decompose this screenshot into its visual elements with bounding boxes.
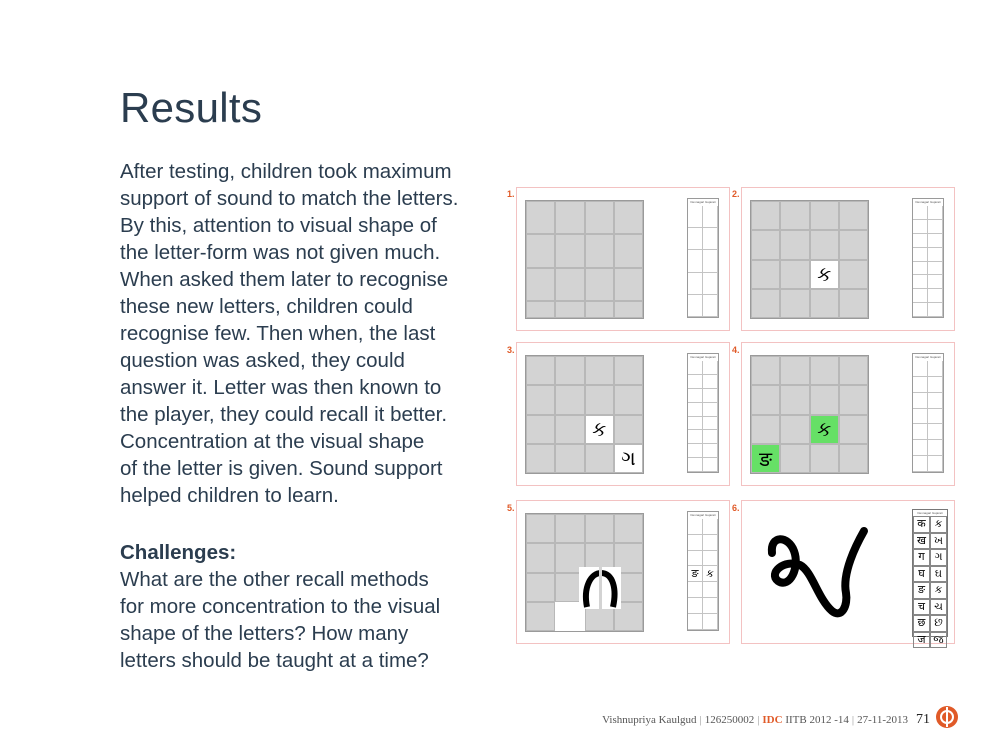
program-label: IITB 2012 -14	[785, 714, 849, 726]
challenges-line: for more concentration to the visual	[120, 595, 441, 618]
body-line: helped children to learn.	[120, 484, 339, 507]
chart-letter: ज	[913, 632, 930, 649]
game-screenshot-1	[516, 187, 730, 331]
author-name: Vishnupriya Kaulgud	[602, 714, 697, 726]
body-line: support of sound to match the letters.	[120, 187, 459, 210]
letter-chart	[687, 511, 719, 631]
chart-letter: ચ	[930, 599, 947, 616]
panel-number: 1.	[507, 189, 515, 199]
large-gujarati-letter-icon	[760, 515, 870, 625]
body-line: When asked them later to recognise	[120, 268, 449, 291]
chart-letter: च	[913, 599, 930, 616]
body-line: Concentration at the visual shape	[120, 430, 425, 453]
body-line: After testing, children took maximum	[120, 160, 452, 183]
chart-letter: ખ	[930, 533, 947, 550]
chart-letter: ક	[930, 582, 947, 599]
idc-label: IDC	[762, 714, 783, 726]
chart-letter: छ	[913, 615, 930, 632]
chart-letter: ङ	[913, 582, 930, 599]
chart-letter: છ	[930, 615, 947, 632]
letter-tile[interactable]: ક	[810, 415, 839, 444]
chart-letter: ક	[930, 516, 947, 533]
chart-label: Devnagari Gujarati	[917, 511, 943, 515]
challenges-section	[120, 539, 500, 674]
tile-grid	[525, 355, 644, 474]
chart-letter: ख	[913, 533, 930, 550]
letter-chart	[687, 353, 719, 473]
chart-letter: ગ	[930, 549, 947, 566]
game-screenshot-5	[516, 500, 730, 644]
chart-letter: જ	[930, 632, 947, 649]
footer: Vishnupriya Kaulgud | 126250002 | IDC IITB 2012 -14 | 27-11-2013 71	[602, 712, 930, 727]
tile-grid	[525, 200, 644, 319]
chart-letter: ઘ	[930, 566, 947, 583]
partial-glyph-icon	[579, 567, 621, 609]
letter-tile[interactable]: ક	[585, 415, 614, 444]
body-line: question was asked, they could	[120, 349, 405, 372]
body-line: By this, attention to visual shape of	[120, 214, 437, 237]
chart-label: Devnagari Gujarati	[690, 513, 716, 517]
body-line: answer it. Letter was then known to	[120, 376, 442, 399]
tile-grid	[750, 355, 869, 474]
challenges-line: letters should be taught at a time?	[120, 649, 429, 672]
idc-logo-icon	[935, 705, 959, 729]
challenges-line: shape of the letters? How many	[120, 622, 409, 645]
panel-number: 4.	[732, 345, 740, 355]
game-screenshot-6	[741, 500, 955, 644]
page-number: 71	[916, 712, 930, 727]
letter-tile[interactable]: ગ	[614, 444, 643, 473]
chart-letter: ક	[703, 566, 718, 582]
game-screenshot-2	[741, 187, 955, 331]
letter-tile[interactable]: ક	[810, 260, 839, 289]
body-line: these new letters, children could	[120, 295, 413, 318]
chart-label: Devnagari Gujarati	[690, 355, 716, 359]
chart-letter: ग	[913, 549, 930, 566]
letter-chart	[912, 509, 948, 646]
chart-label: Devnagari Gujarati	[690, 200, 716, 204]
body-line: recognise few. Then when, the last	[120, 322, 436, 345]
letter-chart	[912, 353, 944, 473]
game-screenshot-3	[516, 342, 730, 486]
tile-grid	[750, 200, 869, 319]
panel-number: 3.	[507, 345, 515, 355]
chart-letter: क	[913, 516, 930, 533]
letter-chart	[912, 198, 944, 318]
panel-number: 2.	[732, 189, 740, 199]
game-screenshot-4	[741, 342, 955, 486]
letter-chart	[687, 198, 719, 318]
results-paragraph	[120, 158, 500, 509]
page-title: Results	[120, 84, 263, 131]
chart-label: Devnagari Gujarati	[915, 200, 941, 204]
letter-tile[interactable]: ङ	[751, 444, 780, 473]
chart-letter: ङ	[688, 566, 703, 582]
panel-number: 5.	[507, 503, 515, 513]
challenges-line: What are the other recall methods	[120, 568, 429, 591]
panel-number: 6.	[732, 503, 740, 513]
body-line: the letter-form was not given much.	[120, 241, 441, 264]
roll-number: 126250002	[704, 714, 755, 726]
challenges-heading: Challenges:	[120, 541, 237, 564]
chart-label: Devnagari Gujarati	[915, 355, 941, 359]
body-line: of the letter is given. Sound support	[120, 457, 443, 480]
chart-letter: घ	[913, 566, 930, 583]
footer-date: 27-11-2013	[857, 714, 908, 726]
body-line: the player, they could recall it better.	[120, 403, 448, 426]
